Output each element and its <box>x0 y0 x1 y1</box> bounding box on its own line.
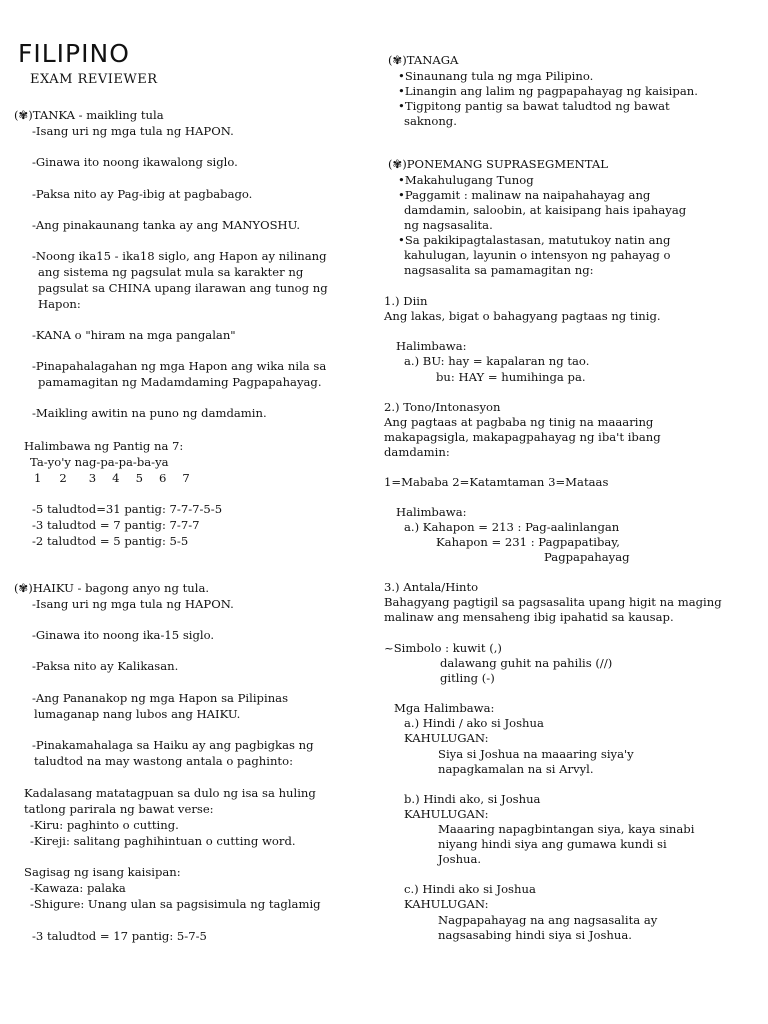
text-line: •Linangin ang lalim ng pagpapahayag ng kaisipan. <box>398 84 698 98</box>
text-line: 1.) Diin <box>384 294 428 308</box>
pantig-digit: 6 <box>158 471 167 485</box>
text-line: tatlong parirala ng bawat verse: <box>24 802 214 816</box>
text-line: Halimbawa ng Pantig na 7: <box>24 439 184 453</box>
text-line: -2 taludtod = 5 pantig: 5-5 <box>32 534 189 548</box>
pantig-digit: 3 <box>88 471 97 485</box>
text-line: -Paksa nito ay Kalikasan. <box>32 659 179 673</box>
text-line: -Ang pinakaunang tanka ay ang MANYOSHU. <box>32 218 301 232</box>
text-line: Ang lakas, bigat o bahagyang pagtaas ng tinig. <box>384 309 661 323</box>
text-line: Mga Halimbawa: <box>394 701 495 715</box>
text-line: Halimbawa: <box>396 505 467 519</box>
text-line: KAHULUGAN: <box>404 897 489 911</box>
text-line: Kahapon = 231 : Pagpapatibay, <box>436 535 620 549</box>
text-line: Kadalasang matatagpuan sa dulo ng isa sa huling <box>24 786 316 800</box>
text-line: •Sa pakikipagtalastasan, matutukoy natin ang <box>398 233 671 247</box>
text-line: c.) Hindi ako si Joshua <box>404 882 536 896</box>
text-line: -Noong ika15 - ika18 siglo, ang Hapon ay nilinang <box>32 249 327 263</box>
text-line: -Ginawa ito noong ika-15 siglo. <box>32 628 215 642</box>
text-line: •Makahulugang Tunog <box>398 173 534 187</box>
pantig-digit: 1 <box>34 471 42 485</box>
text-line: KAHULUGAN: <box>404 807 489 821</box>
text-line: -3 taludtod = 17 pantig: 5-7-5 <box>32 929 207 943</box>
pantig-digit: 2 <box>59 471 67 485</box>
text-line: -Shigure: Unang ulan sa pagsisimula ng taglamig <box>30 897 321 911</box>
text-line: malinaw ang mensaheng ibig ipahatid sa kausap. <box>384 610 674 624</box>
text-line: b.) Hindi ako, si Joshua <box>404 792 541 806</box>
text-line: ~Simbolo : kuwit (,) <box>384 641 502 655</box>
pantig-digit: 7 <box>182 471 190 485</box>
text-line: -Kireji: salitang paghihintuan o cutting word. <box>30 834 296 848</box>
text-line: -5 taludtod=31 pantig: 7-7-7-5-5 <box>32 502 223 516</box>
text-line: Nagpapahayag na ang nagsasalita ay <box>438 913 658 927</box>
text-line: Joshua. <box>438 852 482 866</box>
text-line: 3.) Antala/Hinto <box>384 580 479 594</box>
text-line: KAHULUGAN: <box>404 731 489 745</box>
text-line: (✾)PONEMANG SUPRASEGMENTAL <box>388 157 608 171</box>
pantig-digit: 5 <box>135 471 143 485</box>
text-line: Pagpapahayag <box>544 550 630 564</box>
text-line: 1=Mababa 2=Katamtaman 3=Mataas <box>384 475 609 489</box>
text-line: -Isang uri ng mga tula ng HAPON. <box>32 597 234 611</box>
text-line: -Pinakamahalaga sa Haiku ay ang pagbigkas ng <box>32 738 314 752</box>
text-line: •Paggamit : malinaw na naipahahayag ang <box>398 188 651 202</box>
text-line: -Kawaza: palaka <box>30 881 126 895</box>
text-line: nagsasalita sa pamamagitan ng: <box>404 263 594 277</box>
text-line: Hapon: <box>38 297 81 311</box>
text-line: damdamin: <box>384 445 450 459</box>
text-line: a.) Hindi / ako si Joshua <box>404 716 544 730</box>
text-line: bu: HAY = humihinga pa. <box>436 370 586 384</box>
text-line: Sagisag ng isang kaisipan: <box>24 865 181 879</box>
text-line: ng nagsasalita. <box>404 218 493 232</box>
page-subtitle: EXAM REVIEWER <box>30 72 158 87</box>
text-line: (✾)TANKA - maikling tula <box>14 108 164 122</box>
text-line: kahulugan, layunin o intensyon ng pahayag o <box>404 248 671 262</box>
text-line: -Ang Pananakop ng mga Hapon sa Pilipinas <box>32 691 289 705</box>
text-line: dalawang guhit na pahilis (//) <box>440 656 613 670</box>
text-line: 2.) Tono/Intonasyon <box>384 400 501 414</box>
text-line: gitling (-) <box>440 671 495 685</box>
text-line: •Sinaunang tula ng mga Pilipino. <box>398 69 594 83</box>
text-line: Halimbawa: <box>396 339 467 353</box>
text-line: napagkamalan na si Arvyl. <box>438 762 594 776</box>
pantig-digits <box>34 471 190 485</box>
text-line: a.) Kahapon = 213 : Pag-aalinlangan <box>404 520 620 534</box>
text-line: -Isang uri ng mga tula ng HAPON. <box>32 124 234 138</box>
text-line: a.) BU: hay = kapalaran ng tao. <box>404 354 590 368</box>
text-line: Bahagyang pagtigil sa pagsasalita upang higit na maging <box>384 595 722 609</box>
text-line: Ta-yo'y nag-pa-pa-ba-ya <box>30 455 169 469</box>
pantig-digit: 4 <box>112 471 120 485</box>
text-line: (✾)HAIKU - bagong anyo ng tula. <box>14 581 210 595</box>
text-line: -Pinapahalagahan ng mga Hapon ang wika nila sa <box>32 359 327 373</box>
text-line: ang sistema ng pagsulat mula sa karakter ng <box>38 265 304 279</box>
text-line: -Kiru: paghinto o cutting. <box>30 818 179 832</box>
text-line: pagsulat sa CHINA upang ilarawan ang tunog ng <box>38 281 328 295</box>
page-title: FILIPINO <box>18 39 130 68</box>
text-line: makapagsigla, makapagpahayag ng iba't ibang <box>384 430 661 444</box>
text-line: nagsasabing hindi siya si Joshua. <box>438 928 632 942</box>
text-line: -Paksa nito ay Pag-ibig at pagbabago. <box>32 187 253 201</box>
text-line: (✾)TANAGA <box>388 53 459 67</box>
text-line: •Tigpitong pantig sa bawat taludtod ng bawat <box>398 99 670 113</box>
text-line: saknong. <box>404 114 457 128</box>
text-line: damdamin, saloobin, at kaisipang hais ipahayag <box>404 203 687 217</box>
text-line: pamamagitan ng Madamdaming Pagpapahayag. <box>38 375 322 389</box>
text-line: -Maikling awitin na puno ng damdamin. <box>32 406 267 420</box>
text-line: niyang hindi siya ang gumawa kundi si <box>438 837 667 851</box>
text-line: -3 taludtod = 7 pantig: 7-7-7 <box>32 518 200 532</box>
text-line: -Ginawa ito noong ikawalong siglo. <box>32 155 238 169</box>
text-line: taludtod na may wastong antala o paghinto: <box>34 754 293 768</box>
text-line: lumaganap nang lubos ang HAIKU. <box>34 707 241 721</box>
text-line: -KANA o "hiram na mga pangalan" <box>32 328 236 342</box>
text-line: Siya si Joshua na maaaring siya'y <box>438 747 634 761</box>
text-line: Maaaring napagbintangan siya, kaya sinabi <box>438 822 695 836</box>
text-line: Ang pagtaas at pagbaba ng tinig na maaaring <box>384 415 654 429</box>
